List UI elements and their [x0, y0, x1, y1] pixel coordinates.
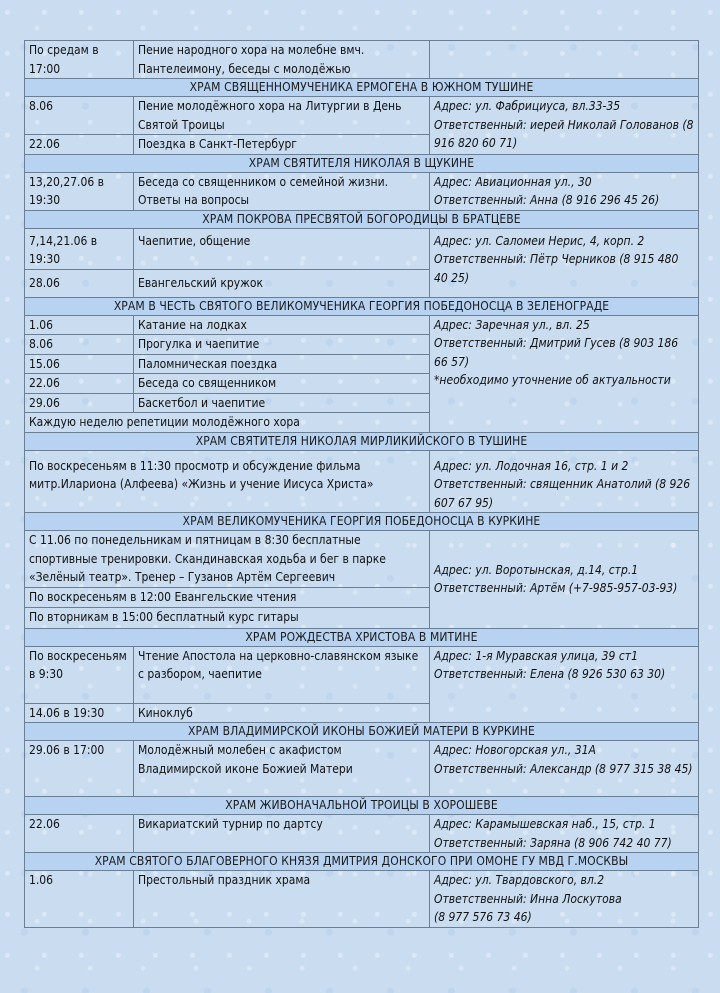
section-title: ХРАМ ВЕЛИКОМУЧЕНИКА ГЕОРГИЯ ПОБЕДОНОСЦА В КУРКИНЕ [25, 513, 699, 531]
address-line: Адрес: Карамышевская наб., 15, стр. 1 [434, 817, 656, 831]
event-cell: Викариатский турнир по дартсу [134, 815, 430, 853]
address-cell [430, 815, 699, 853]
responsible-line: Ответственный: Артём (+7-985-957-03-93) [434, 581, 678, 596]
event-cell: Престольный праздник храма [134, 871, 430, 928]
address-cell [430, 172, 699, 210]
responsible-line: Ответственный: Заряна (8 906 742 40 77) [434, 835, 672, 850]
event-cell: С 11.06 по понедельникам и пятницам в 8:30 бесплатные спортивные тренировки. Скандинавская ходьба и бег в парке «Зелёный театр». Тренер – Гузанов Артём Сергеевич [25, 531, 430, 588]
address-line: Адрес: Новогорская ул., 31А [434, 743, 596, 757]
event-cell: Пение молодёжного хора на Литургии в День Святой Троицы [134, 97, 430, 135]
note-line: *необходимо уточнение об актуальности [434, 373, 671, 387]
table-row [25, 228, 699, 269]
event-cell: Киноклуб [134, 703, 430, 723]
section-title: ХРАМ В ЧЕСТЬ СВЯТОГО ВЕЛИКОМУЧЕНИКА ГЕОРГИЯ ПОБЕДОНОСЦА В ЗЕЛЕНОГРАДЕ [25, 297, 699, 315]
date-cell: 22.06 [25, 135, 134, 155]
schedule-table [24, 40, 699, 928]
date-cell: 1.06 [25, 315, 134, 335]
date-cell: 15.06 [25, 354, 134, 374]
address-line: Адрес: Заречная ул., вл. 25 [434, 317, 590, 332]
date-cell: 29.06 [25, 393, 134, 413]
section-title: ХРАМ СВЯТИТЕЛЯ НИКОЛАЯ В ЩУКИНЕ [25, 154, 699, 172]
address-cell [430, 871, 699, 928]
responsible-line: Ответственный: священник Анатолий (8 926 607 67 95) [434, 477, 691, 510]
responsible-line: Ответственный: Дмитрий Гусев (8 903 186 66 57) [434, 336, 679, 369]
address-cell [430, 228, 699, 297]
address-cell [430, 646, 699, 723]
event-cell: Евангельский кружок [134, 269, 430, 297]
address-cell [430, 315, 699, 432]
event-cell: Паломническая поездка [134, 354, 430, 374]
table-row [25, 450, 699, 513]
responsible-line: Ответственный: Инна Лоскутова [434, 891, 622, 906]
section-title: ХРАМ ЖИВОНАЧАЛЬНОЙ ТРОИЦЫ В ХОРОШЕВЕ [25, 797, 699, 815]
address-line: Адрес: ул. Фабрициуса, вл.33-35 [434, 99, 621, 113]
section-title: ХРАМ СВЯЩЕННОМУЧЕНИКА ЕРМОГЕНА В ЮЖНОМ ТУШИНЕ [25, 79, 699, 97]
date-cell: 1.06 [25, 871, 134, 928]
event-cell: Прогулка и чаепитие [134, 335, 430, 355]
section-title: ХРАМ СВЯТИТЕЛЯ НИКОЛАЯ МИРЛИКИЙСКОГО В ТУШИНЕ [25, 432, 699, 450]
section-title: ХРАМ СВЯТОГО БЛАГОВЕРНОГО КНЯЗЯ ДМИТРИЯ ДОНСКОГО ПРИ ОМОНЕ ГУ МВД Г.МОСКВЫ [25, 853, 699, 871]
address-line: Адрес: 1-я Муравская улица, 39 ст1 [434, 648, 638, 663]
full-row-cell: Каждую неделю репетиции молодёжного хора [25, 413, 430, 433]
responsible-line: Ответственный: Елена (8 926 530 63 30) [434, 667, 666, 681]
date-cell: По воскресеньям в 9:30 [25, 646, 134, 703]
section-title: ХРАМ ВЛАДИМИРСКОЙ ИКОНЫ БОЖИЕЙ МАТЕРИ В КУРКИНЕ [25, 723, 699, 741]
date-cell: 8.06 [25, 97, 134, 135]
responsible-line: Ответственный: Пётр Черников (8 915 480 40 25) [434, 252, 679, 285]
table-row [25, 41, 699, 79]
event-cell: Баскетбол и чаепитие [134, 393, 430, 413]
address-line: Адрес: Авиационная ул., 30 [434, 174, 592, 189]
event-cell: Беседа со священником о семейной жизни. Ответы на вопросы [134, 172, 430, 210]
event-cell: Чтение Апостола на церковно-славянском языке с разбором, чаепитие [134, 646, 430, 703]
address-cell [430, 41, 699, 79]
event-cell: По воскресеньям в 12:00 Евангельские чтения [25, 588, 430, 608]
address-cell [430, 450, 699, 513]
table-row [25, 815, 699, 853]
date-cell: 8.06 [25, 335, 134, 355]
address-line: Адрес: ул. Лодочная 16, стр. 1 и 2 [434, 458, 629, 473]
date-cell: 22.06 [25, 374, 134, 394]
table-row [25, 741, 699, 797]
event-cell: Пение народного хора на молебне вмч. Пантелеимону, беседы с молодёжью [134, 41, 430, 79]
date-cell: 7,14,21.06 в 19:30 [25, 228, 134, 269]
event-cell: Чаепитие, общение [134, 228, 430, 269]
address-line: Адрес: ул. Воротынская, д.14, стр.1 [434, 562, 639, 577]
date-cell: 22.06 [25, 815, 134, 853]
date-cell: 14.06 в 19:30 [25, 703, 134, 723]
phone-line: (8 977 576 73 46) [434, 910, 532, 924]
table-row [25, 97, 699, 135]
responsible-line: Ответственный: Александр (8 977 315 38 45) [434, 761, 693, 776]
event-cell: Беседа со священником [134, 374, 430, 394]
table-row [25, 646, 699, 703]
address-cell [430, 97, 699, 155]
table-row [25, 315, 699, 335]
address-cell [430, 531, 699, 629]
table-row [25, 871, 699, 928]
address-line: Адрес: ул. Твардовского, вл.2 [434, 873, 605, 887]
responsible-line: Ответственный: иерей Николай Голованов (8 916 820 60 71) [434, 117, 694, 150]
address-cell [430, 741, 699, 797]
address-line: Адрес: ул. Саломеи Нерис, 4, корп. 2 [434, 233, 645, 248]
event-cell: Катание на лодках [134, 315, 430, 335]
event-cell: Поездка в Санкт-Петербург [134, 135, 430, 155]
table-row [25, 172, 699, 210]
table-row [25, 531, 699, 588]
section-title: ХРАМ ПОКРОВА ПРЕСВЯТОЙ БОГОРОДИЦЫ В БРАТЦЕВЕ [25, 210, 699, 228]
date-cell: По средам в 17:00 [25, 41, 134, 79]
date-cell: 29.06 в 17:00 [25, 741, 134, 797]
section-title: ХРАМ РОЖДЕСТВА ХРИСТОВА В МИТИНЕ [25, 628, 699, 646]
event-cell: По воскресеньям в 11:30 просмотр и обсуждение фильма митр.Илариона (Алфеева) «Жизнь и учение Иисуса Христа» [25, 450, 430, 513]
date-cell: 13,20,27.06 в 19:30 [25, 172, 134, 210]
date-cell: 28.06 [25, 269, 134, 297]
responsible-line: Ответственный: Анна (8 916 296 45 26) [434, 193, 660, 207]
event-cell: По вторникам в 15:00 бесплатный курс гитары [25, 607, 430, 628]
event-cell: Молодёжный молебен с акафистом Владимирской иконе Божией Матери [134, 741, 430, 797]
